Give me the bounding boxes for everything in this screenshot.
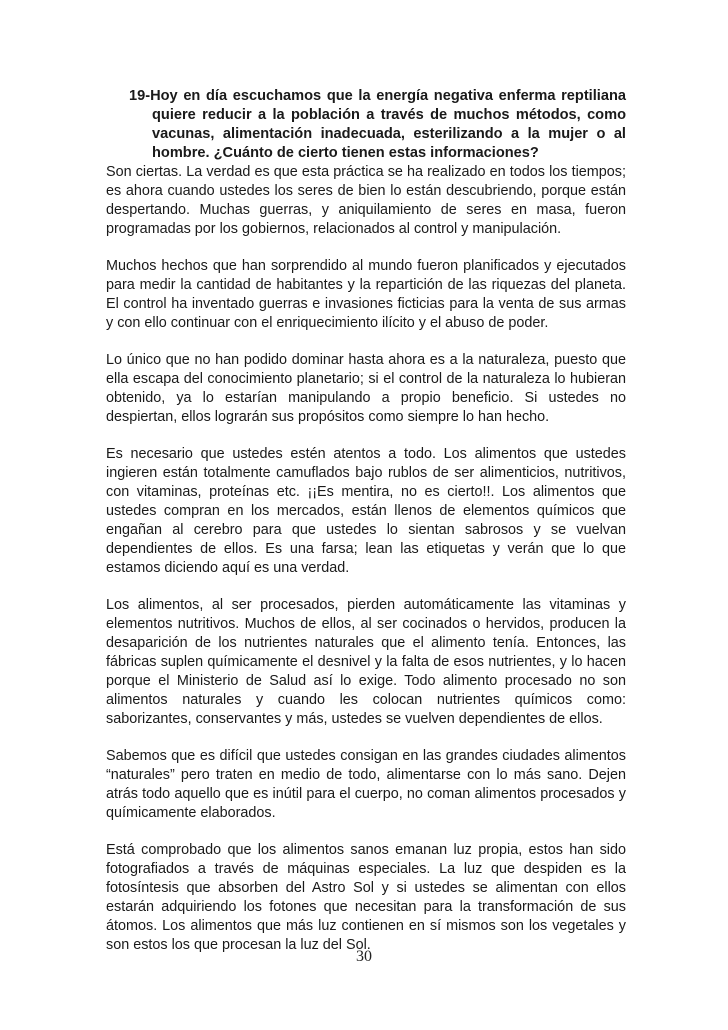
page-number: 30 (356, 948, 372, 965)
paragraph: Muchos hechos que han sorprendido al mundo fueron planificados y ejecutados para medir la cantidad de habitantes y la repartición de las riquezas del planeta. El control ha inventado guerras e invasiones ficticias para la venta de sus armas y con ello continuar con el enriquecimiento ilícito y el abuso de poder. (106, 258, 626, 331)
paragraph: Los alimentos, al ser procesados, pierden automáticamente las vitaminas y elementos nutritivos. Muchos de ellos, al ser cocinados o hervidos, producen la desaparición de los nutrientes naturales que el alimento tenía. Entonces, las fábricas suplen químicamente el desnivel y la falta de esos nutrientes, y lo hacen porque el Ministerio de Salud así lo exige. Todo alimento procesado no son alimentos naturales y cuando les colocan nutrientes químicos como: saborizantes, conservantes y más, ustedes se vuelven dependientes de ellos. (106, 597, 626, 727)
paragraph: Es necesario que ustedes estén atentos a todo. Los alimentos que ustedes ingieren están totalmente camuflados bajo rublos de ser alimenticios, nutritivos, con vitaminas, proteínas etc. ¡¡Es mentira, no es cierto!!. Los alimentos que ustedes compran en los mercados, están llenos de elementos químicos que engañan al cerebro para que ustedes lo sientan sabrosos y se vuelvan dependientes de ellos. Es una farsa; lean las etiquetas y verán que lo que estamos diciendo aquí es una verdad. (106, 446, 626, 576)
paragraph: Sabemos que es difícil que ustedes consigan en las grandes ciudades alimentos “naturales” pero traten en medio de todo, alimentarse con lo más sano. Dejen atrás todo aquello que es inútil para el cuerpo, no coman alimentos procesados y químicamente elaborados. (106, 748, 626, 821)
paragraph: Lo único que no han podido dominar hasta ahora es a la naturaleza, puesto que ella escapa del conocimiento planetario; si el control de la naturaleza lo hubieran obtenido, ya lo estarían manipulando a propio beneficio. Si ustedes no despiertan, ellos lograrán sus propósitos como siempre lo han hecho. (106, 352, 626, 425)
question-heading: 19-Hoy en día escuchamos que la energía negativa enferma reptiliana quiere reducir a la población a través de muchos métodos, como vacunas, alimentación inadecuada, esterilizando a la mujer o al hombre. ¿Cuánto de cierto tienen estas informaciones? (129, 88, 626, 161)
body-text (106, 163, 626, 973)
paragraph: Son ciertas. La verdad es que esta práctica se ha realizado en todos los tiempos; es ahora cuando ustedes los seres de bien lo están descubriendo, porque están despertando. Muchas guerras, y aniquilamiento de seres en masa, fueron programadas por los gobiernos, relacionados al control y manipulación. (106, 164, 626, 237)
paragraph: Está comprobado que los alimentos sanos emanan luz propia, estos han sido fotografiados a través de máquinas especiales. La luz que despiden es la fotosíntesis que absorben del Astro Sol y si ustedes se alimentan con ellos estarán adquiriendo los fotones que necesitan para la transformación de sus átomos. Los alimentos que más luz contienen en sí mismos son los vegetales y son estos los que procesan la luz del Sol. (106, 842, 626, 953)
